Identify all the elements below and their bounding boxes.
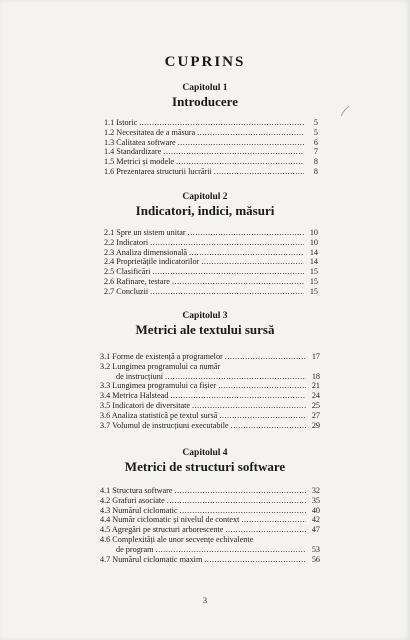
- chapter-number: Capitolul 4: [182, 448, 228, 458]
- toc-entry[interactable]: 3.4 Metrica Halstead ..... 24: [100, 391, 320, 401]
- chapter-title: Metrici de structuri software: [124, 459, 286, 474]
- toc-entry[interactable]: 4.5 Agregări pe structuri arborescente ..... 47: [100, 525, 320, 535]
- chapter-number: Capitolul 3: [182, 311, 228, 321]
- page-number: 3: [203, 596, 207, 605]
- chapter-4-heading: [0, 448, 410, 475]
- toc-entry[interactable]: 2.7 Concluzii ..... 15: [104, 287, 318, 297]
- toc-entry[interactable]: 1.3 Calitatea software ..... 6: [104, 138, 318, 148]
- chapter-title: Introducere: [172, 94, 238, 109]
- toc-entry[interactable]: 1.6 Prezentarea structurii lucrării ..... 8: [104, 167, 318, 177]
- toc-entry[interactable]: 1.2 Necesitatea de a măsura ..... 5: [104, 128, 318, 138]
- chapter-title: Indicatori, indici, măsuri: [135, 203, 275, 218]
- toc-entry[interactable]: 4.1 Structura software ..... 32: [100, 486, 320, 496]
- toc-entry[interactable]: 2.2 Indicatori ..... 10: [104, 238, 318, 248]
- toc-entry[interactable]: 2.3 Analiza dimensională ..... 14: [104, 248, 318, 258]
- toc-entry[interactable]: 3.2 Lungimea programului ca număr: [100, 361, 221, 371]
- toc-entry[interactable]: 4.2 Grafuri asociate ..... 35: [100, 496, 320, 506]
- toc-entry[interactable]: 4.4 Număr ciclomatic și nivelul de context ..... 42: [100, 515, 320, 525]
- toc-entry[interactable]: 4.3 Numărul ciclomatic ..... 40: [100, 506, 320, 516]
- toc-list-chapter-1: [104, 118, 318, 177]
- toc-entry[interactable]: 3.1 Forme de existență a programelor ..... 17: [100, 352, 320, 362]
- toc-list-chapter-4: [100, 486, 320, 564]
- toc-entry[interactable]: 2.5 Clasificări ..... 15: [104, 267, 318, 277]
- toc-entry[interactable]: 2.1 Spre un sistem unitar ..... 10: [104, 228, 318, 238]
- chapter-title: Metrici ale textului sursă: [135, 322, 275, 337]
- chapter-number: Capitolul 2: [182, 192, 228, 202]
- toc-entry[interactable]: 4.6 Complexități ale unor secvențe echivalente: [100, 534, 254, 544]
- toc-entry[interactable]: 4.7 Numărul ciclomatic maxim ..... 56: [100, 555, 320, 565]
- toc-entry[interactable]: 2.6 Rafinare, testare ..... 15: [104, 277, 318, 287]
- toc-entry[interactable]: 1.5 Metrici și modele ..... 8: [104, 157, 318, 167]
- chapter-3-heading: [0, 311, 410, 338]
- toc-entry[interactable]: 1.4 Standardizare ..... 7: [104, 147, 318, 157]
- toc-entry[interactable]: 3.7 Volumul de instrucțiuni executabile ..... 29: [100, 421, 320, 431]
- toc-entry-continuation[interactable]: de program ..... 53: [100, 545, 320, 555]
- toc-list-chapter-3: [100, 352, 320, 430]
- toc-entry[interactable]: 3.6 Analiza statistică pe textul sursă ..... 27: [100, 411, 320, 421]
- page-title: CUPRINS: [164, 54, 246, 70]
- chapter-2-heading: [0, 192, 410, 219]
- toc-entry-continuation[interactable]: de instrucțiuni ..... 18: [100, 372, 320, 382]
- toc-entry[interactable]: 3.5 Indicatori de diversitate ..... 25: [100, 401, 320, 411]
- pencil-mark-icon: [340, 105, 350, 117]
- toc-entry[interactable]: 2.4 Proprietățile indicatorilor ..... 14: [104, 257, 318, 267]
- toc-list-chapter-2: [104, 228, 318, 297]
- toc-entry[interactable]: 3.3 Lungimea programului ca fișier ..... 21: [100, 381, 320, 391]
- toc-entry[interactable]: 1.1 Istoric ..... 5: [104, 118, 318, 128]
- chapter-number: Capitolul 1: [182, 83, 228, 93]
